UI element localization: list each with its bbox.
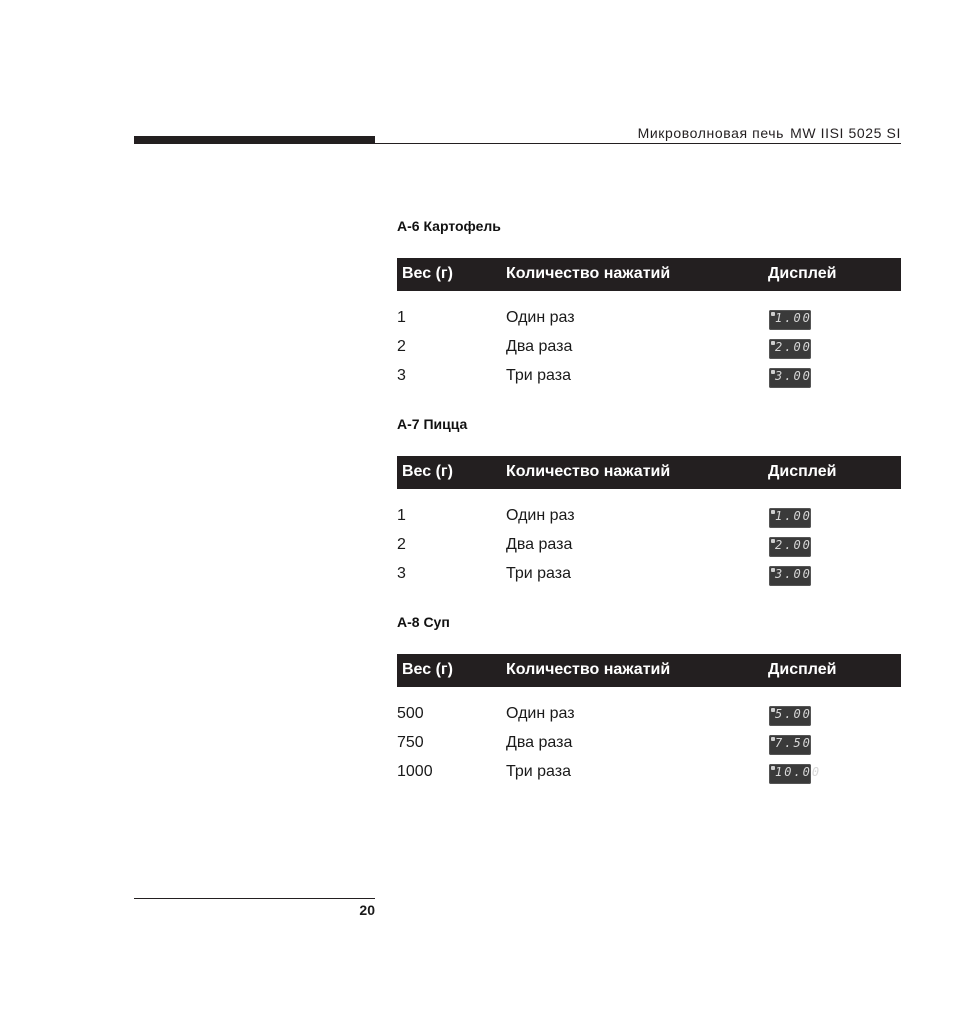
lcd-display xyxy=(769,764,822,784)
display-value: 1.00 xyxy=(775,509,812,523)
table-header xyxy=(397,654,901,687)
page-number: 20 xyxy=(359,902,375,918)
program-section-a7 xyxy=(397,414,901,595)
program-section-a6 xyxy=(397,216,901,397)
display-value: 2.00 xyxy=(775,340,812,354)
display-value: 1.00 xyxy=(775,311,812,325)
table-row xyxy=(397,735,901,764)
table-row xyxy=(397,764,901,793)
section-title: А-6 Картофель xyxy=(397,218,501,234)
presses-cell: Один раз xyxy=(506,507,575,524)
running-header xyxy=(638,125,901,141)
column-header-presses: Количество нажатий xyxy=(506,463,671,480)
footer-rule xyxy=(134,898,375,899)
display-value: 3.00 xyxy=(775,369,812,383)
table-row xyxy=(397,310,901,339)
column-header-display: Дисплей xyxy=(768,661,837,678)
section-title: А-8 Суп xyxy=(397,614,450,630)
column-header-presses: Количество нажатий xyxy=(506,265,671,282)
column-header-weight: Вес (г) xyxy=(402,463,453,480)
presses-cell: Три раза xyxy=(506,565,572,582)
lcd-display xyxy=(769,368,811,388)
column-header-presses: Количество нажатий xyxy=(506,661,671,678)
presses-cell: Один раз xyxy=(506,705,575,722)
table-header xyxy=(397,456,901,489)
table-row xyxy=(397,339,901,368)
header-model: MW IISI 5025 SI xyxy=(790,125,901,141)
lcd-display xyxy=(769,310,811,330)
weight-cell: 2 xyxy=(397,536,406,553)
display-value: 5.00 xyxy=(775,707,812,721)
table-header xyxy=(397,258,901,291)
table-row xyxy=(397,368,901,397)
lcd-display xyxy=(769,706,811,726)
weight-cell: 2 xyxy=(397,338,406,355)
table-row xyxy=(397,706,901,735)
table-row xyxy=(397,508,901,537)
display-value: 2.00 xyxy=(775,538,812,552)
table-row xyxy=(397,537,901,566)
column-header-weight: Вес (г) xyxy=(402,265,453,282)
weight-cell: 750 xyxy=(397,734,424,751)
section-title: А-7 Пицца xyxy=(397,416,468,432)
presses-cell: Два раза xyxy=(506,338,573,355)
lcd-display xyxy=(769,537,811,557)
presses-cell: Три раза xyxy=(506,367,572,384)
presses-cell: Два раза xyxy=(506,536,573,553)
program-section-a8 xyxy=(397,612,901,793)
display-value: 3.00 xyxy=(775,567,812,581)
lcd-display xyxy=(769,508,811,528)
presses-cell: Два раза xyxy=(506,734,573,751)
weight-cell: 500 xyxy=(397,705,424,722)
weight-cell: 1000 xyxy=(397,763,433,780)
weight-cell: 3 xyxy=(397,367,406,384)
lcd-display xyxy=(769,735,811,755)
presses-cell: Три раза xyxy=(506,763,572,780)
header-title: Микроволновая печь xyxy=(637,125,785,141)
display-value: 7.50 xyxy=(775,736,812,750)
table-row xyxy=(397,566,901,595)
column-header-weight: Вес (г) xyxy=(402,661,453,678)
display-value: 10.00 xyxy=(775,765,822,779)
column-header-display: Дисплей xyxy=(768,463,837,480)
weight-cell: 1 xyxy=(397,507,406,524)
weight-cell: 3 xyxy=(397,565,406,582)
lcd-display xyxy=(769,339,811,359)
header-rule xyxy=(375,143,901,144)
header-bar xyxy=(134,136,375,144)
lcd-display xyxy=(769,566,811,586)
weight-cell: 1 xyxy=(397,309,406,326)
column-header-display: Дисплей xyxy=(768,265,837,282)
presses-cell: Один раз xyxy=(506,309,575,326)
